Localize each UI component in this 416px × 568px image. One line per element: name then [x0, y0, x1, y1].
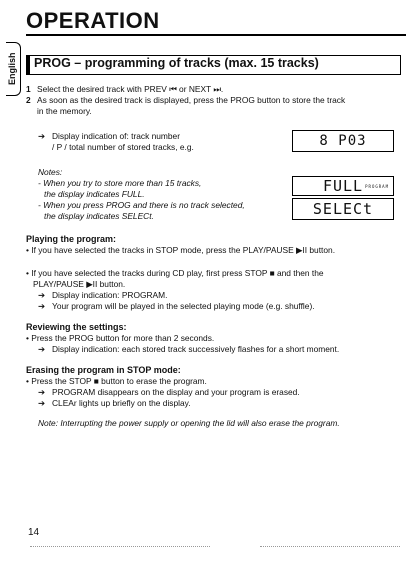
note-2b: the display indicates SELECt.: [44, 211, 154, 221]
playing-heading: Playing the program:: [26, 234, 117, 244]
erasing-arrow-1: ➔ PROGRAM disappears on the display and your program is erased.: [38, 387, 300, 397]
step-2: [26, 95, 345, 106]
language-tab-label: English: [7, 52, 17, 86]
step-number: 2: [26, 95, 31, 105]
erasing-arrow-2: ➔ CLEAr lights up briefly on the display.: [38, 398, 191, 408]
step-2-cont: in the memory.: [37, 106, 92, 116]
arrow-icon: ➔: [38, 398, 46, 408]
playing-bullet-2a: • If you have selected the tracks during CD play, first press STOP ■ and then the: [26, 268, 324, 278]
lcd-display-select: SELECt: [292, 198, 394, 220]
page-title: OPERATION: [26, 8, 160, 33]
note-1b: the display indicates FULL.: [44, 189, 145, 199]
reviewing-bullet: • Press the PROG button for more than 2 seconds.: [26, 333, 215, 343]
playing-arrow-2: ➔ Your program will be played in the selected playing mode (e.g. shuffle).: [38, 301, 315, 311]
erasing-bullet: • Press the STOP ■ button to erase the program.: [26, 376, 207, 386]
display-indication-line2: / P / total number of stored tracks, e.g.: [52, 142, 194, 152]
footnote: Note: Interrupting the power supply or opening the lid will also erase the program.: [38, 418, 340, 428]
playing-arrow-1: ➔ Display indication: PROGRAM.: [38, 290, 168, 300]
lcd-display-track: 8 P03: [292, 130, 394, 152]
lcd-program-tag: PROGRAM: [365, 184, 389, 189]
arrow-icon: ➔: [38, 387, 46, 397]
arrow-icon: ➔: [38, 301, 46, 311]
arrow-icon: ➔: [38, 290, 46, 300]
title-divider: [26, 34, 406, 36]
arrow-icon: ➔: [38, 131, 46, 141]
scan-artifact: [260, 546, 400, 547]
section-title: PROG – programming of tracks (max. 15 tracks): [34, 56, 319, 70]
display-indication-line1: ➔ Display indication of: track number: [38, 131, 181, 141]
reviewing-arrow: ➔ Display indication: each stored track successively flashes for a short moment.: [38, 344, 340, 354]
notes-heading: Notes:: [38, 167, 63, 177]
note-2a: - When you press PROG and there is no track selected,: [38, 200, 245, 210]
note-1a: - When you try to store more than 15 tracks,: [38, 178, 202, 188]
page-number: 14: [28, 527, 40, 538]
erasing-heading: Erasing the program in STOP mode:: [26, 365, 181, 375]
step-text: Select the desired track with PREV ⏮ or NEXT ⏭.: [37, 84, 224, 94]
playing-bullet-2b: PLAY/PAUSE ▶II button.: [33, 279, 126, 289]
step-text: As soon as the desired track is displayed, press the PROG button to store the track: [37, 95, 346, 105]
scan-artifact: [30, 546, 210, 547]
step-1: [26, 84, 223, 95]
reviewing-heading: Reviewing the settings:: [26, 322, 127, 332]
lcd-display-full: FULL PROGRAM: [292, 176, 394, 196]
playing-bullet-1: • If you have selected the tracks in STOP mode, press the PLAY/PAUSE ▶II button.: [26, 245, 336, 255]
step-number: 1: [26, 84, 31, 94]
arrow-icon: ➔: [38, 344, 46, 354]
